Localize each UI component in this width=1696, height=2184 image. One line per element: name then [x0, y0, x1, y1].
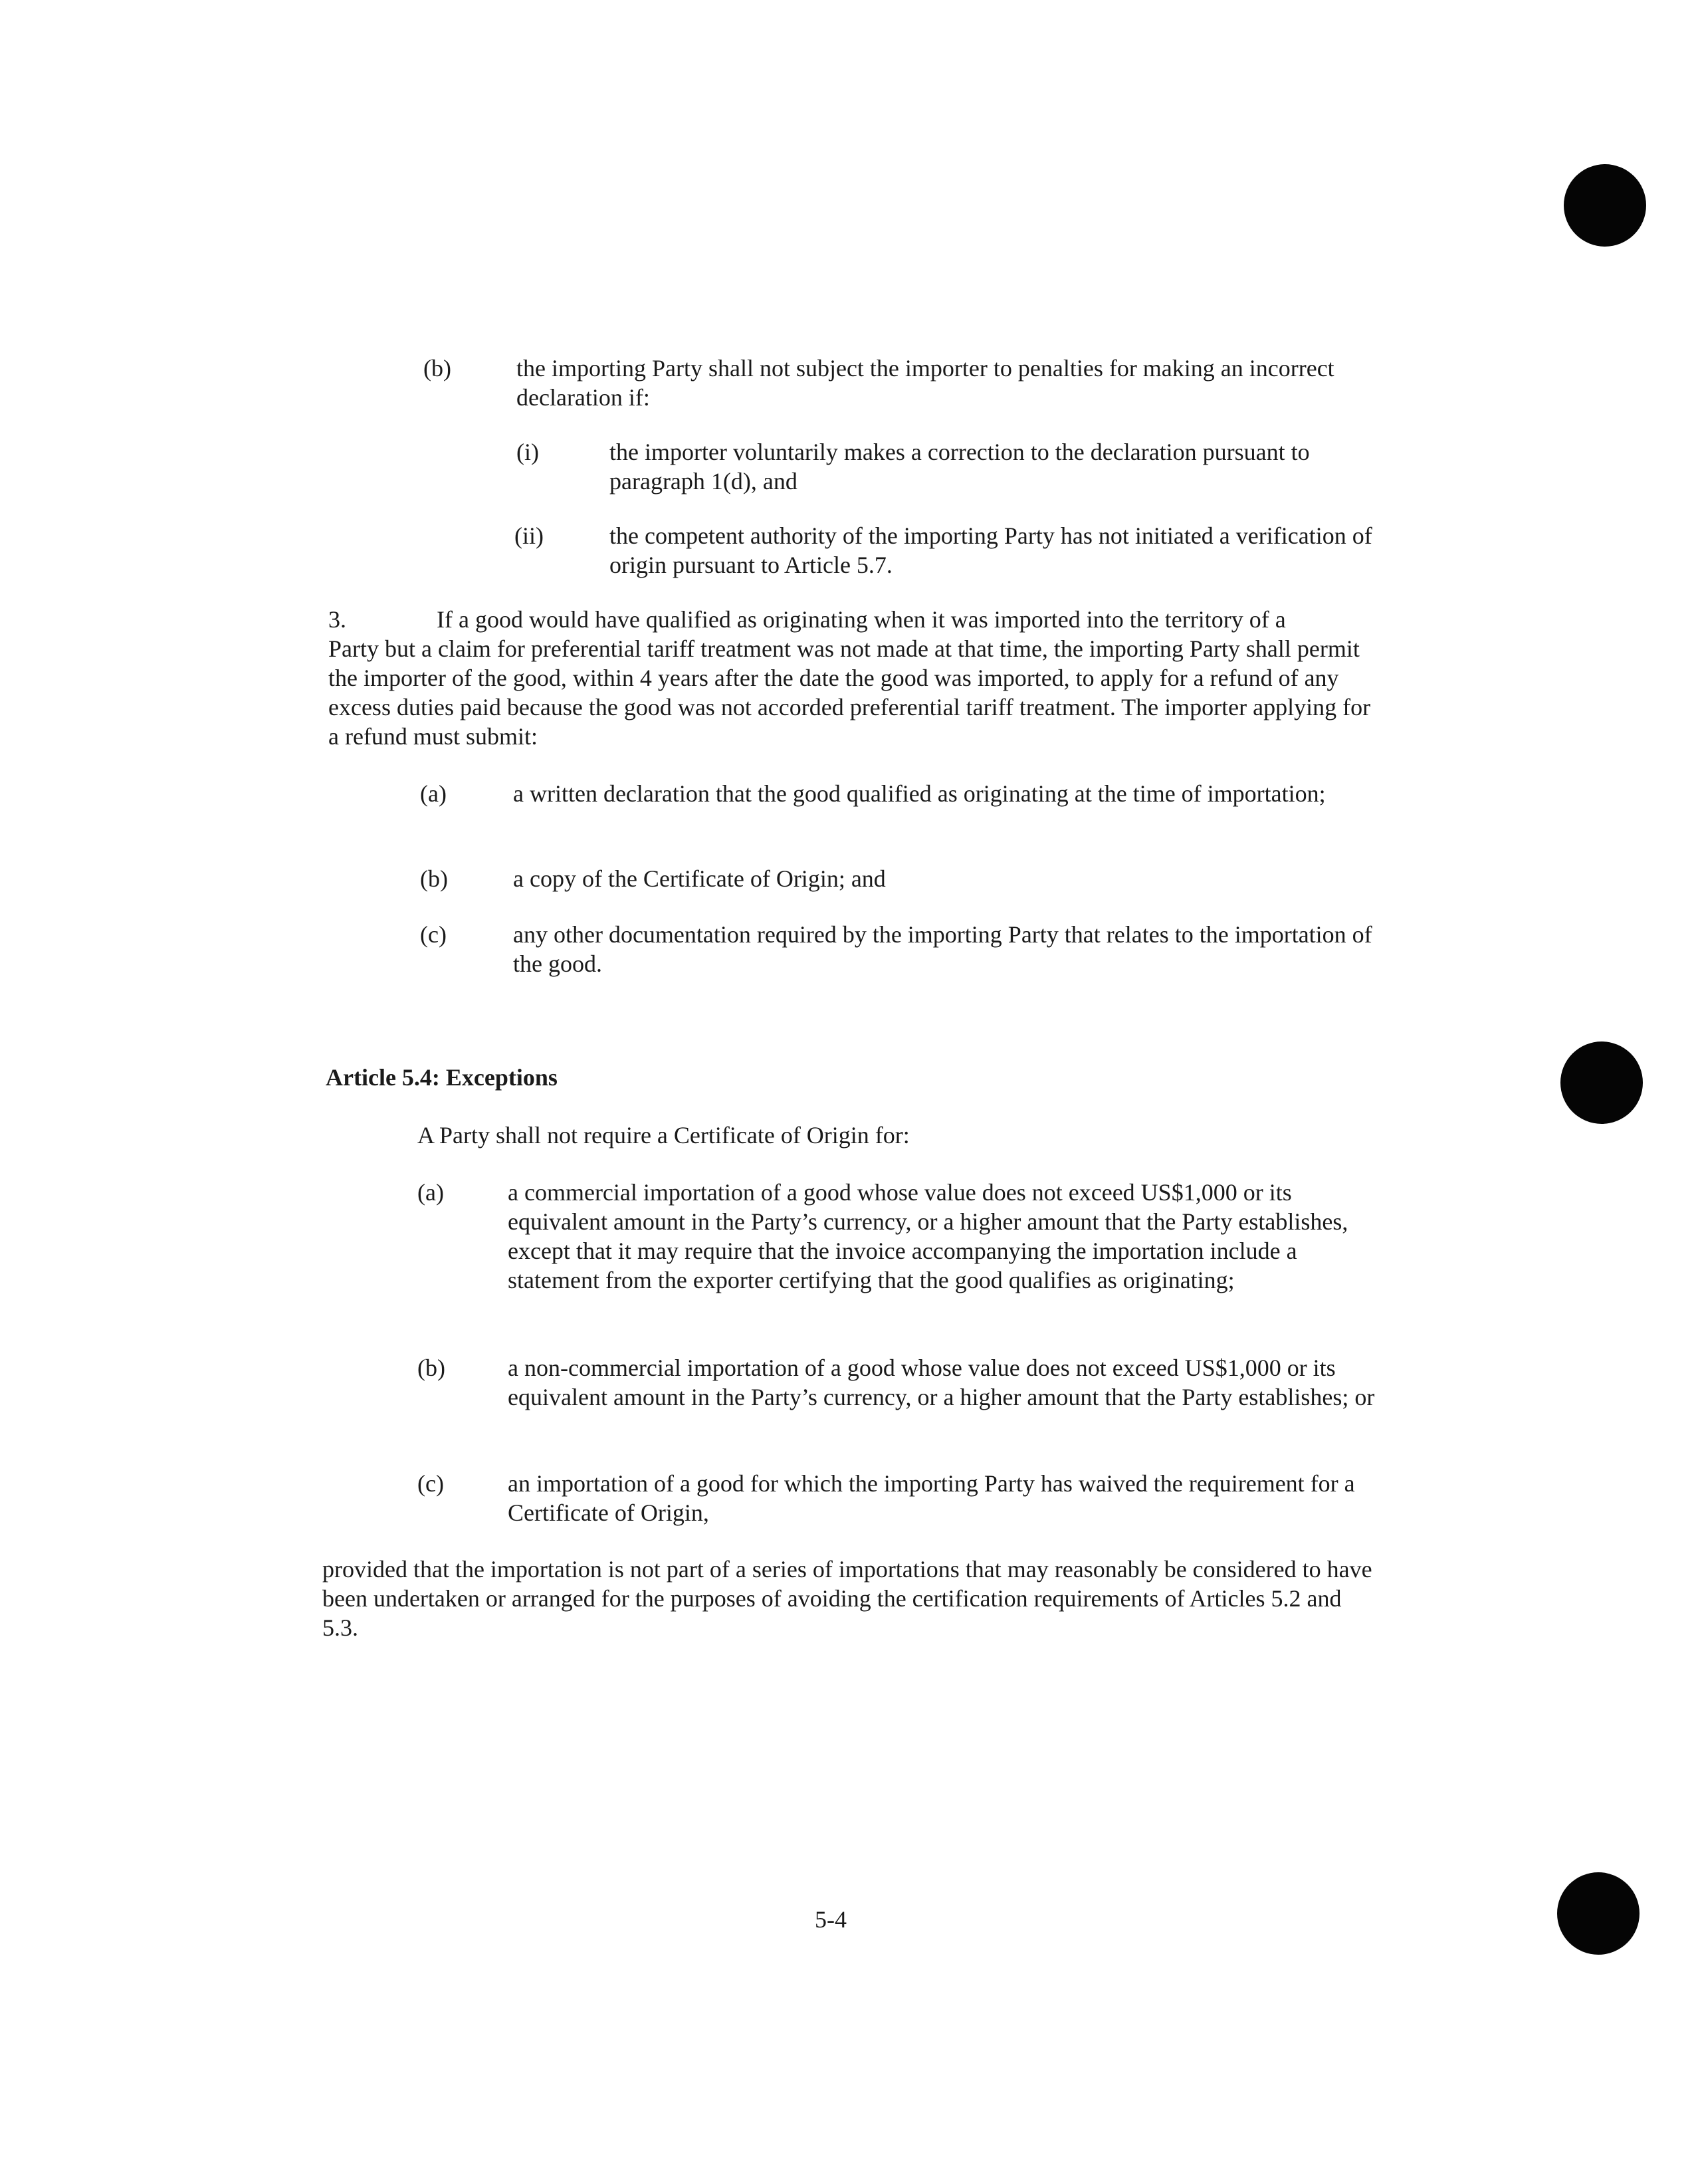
closing-paragraph: provided that the importation is not part of a series of importations that may reasonably be considered to have been undertaken or arranged for the purposes of avoiding the certification requirements of Articles 5.2 and 5.3.	[322, 1556, 1372, 1641]
list-marker-a: (a)	[417, 1179, 444, 1206]
exception-item-b-text: a non-commercial importation of a good whose value does not exceed US$1,000 or its equivalent amount in the Party’s currency, or a higher amount that the Party establishes; or	[508, 1355, 1375, 1410]
paragraph-number-3: 3.	[328, 606, 346, 633]
list-marker-c: (c)	[420, 921, 447, 948]
article-heading: Article 5.4: Exceptions	[326, 1064, 558, 1091]
list-marker-c: (c)	[417, 1470, 444, 1497]
paragraph-3-first-line: If a good would have qualified as originating when it was imported into the territory of a	[437, 606, 1286, 633]
paragraph-3-text: Party but a claim for preferential tariff treatment was not made at that time, the importing Party shall permit the importer of the good, within 4 years after the date the good was imported, to apply for a refund of any excess duties paid because the good was not accorded preferential tariff treatment. The importer applying for a refund must submit:	[328, 635, 1371, 750]
sublist-item-i-text: the importer voluntarily makes a correction to the declaration pursuant to paragraph 1(d), and	[609, 439, 1310, 494]
list-item-a-text: a written declaration that the good qualified as originating at the time of importation;	[513, 780, 1326, 807]
article-intro: A Party shall not require a Certificate of Origin for:	[417, 1122, 910, 1148]
list-item-b-text: a copy of the Certificate of Origin; and	[513, 865, 886, 892]
sublist-item-ii-text: the competent authority of the importing Party has not initiated a verification of origin pursuant to Article 5.7.	[609, 522, 1372, 578]
page-number: 5-4	[815, 1906, 847, 1933]
list-item-b-text: the importing Party shall not subject the importer to penalties for making an incorrect declaration if:	[516, 355, 1334, 411]
punch-hole-middle	[1560, 1041, 1643, 1124]
exception-item-c-text: an importation of a good for which the importing Party has waived the requirement for a Certificate of Origin,	[508, 1470, 1355, 1526]
punch-hole-bottom	[1557, 1872, 1640, 1955]
sublist-marker-i: (i)	[516, 439, 539, 465]
list-marker-b: (b)	[420, 865, 448, 892]
sublist-marker-ii: (ii)	[514, 522, 544, 549]
punch-hole-top	[1564, 164, 1646, 247]
list-marker-b: (b)	[417, 1355, 445, 1381]
list-item-c-text: any other documentation required by the importing Party that relates to the importation of the good.	[513, 921, 1372, 977]
list-marker-b: (b)	[423, 355, 451, 382]
exception-item-a-text: a commercial importation of a good whose value does not exceed US$1,000 or its equivalent amount in the Party’s currency, or a higher amount that the Party establishes, except that it may require that the invoice accompanying the importation include a statement from the exporter certifying that the good qualifies as originating;	[508, 1179, 1348, 1293]
list-marker-a: (a)	[420, 780, 447, 807]
